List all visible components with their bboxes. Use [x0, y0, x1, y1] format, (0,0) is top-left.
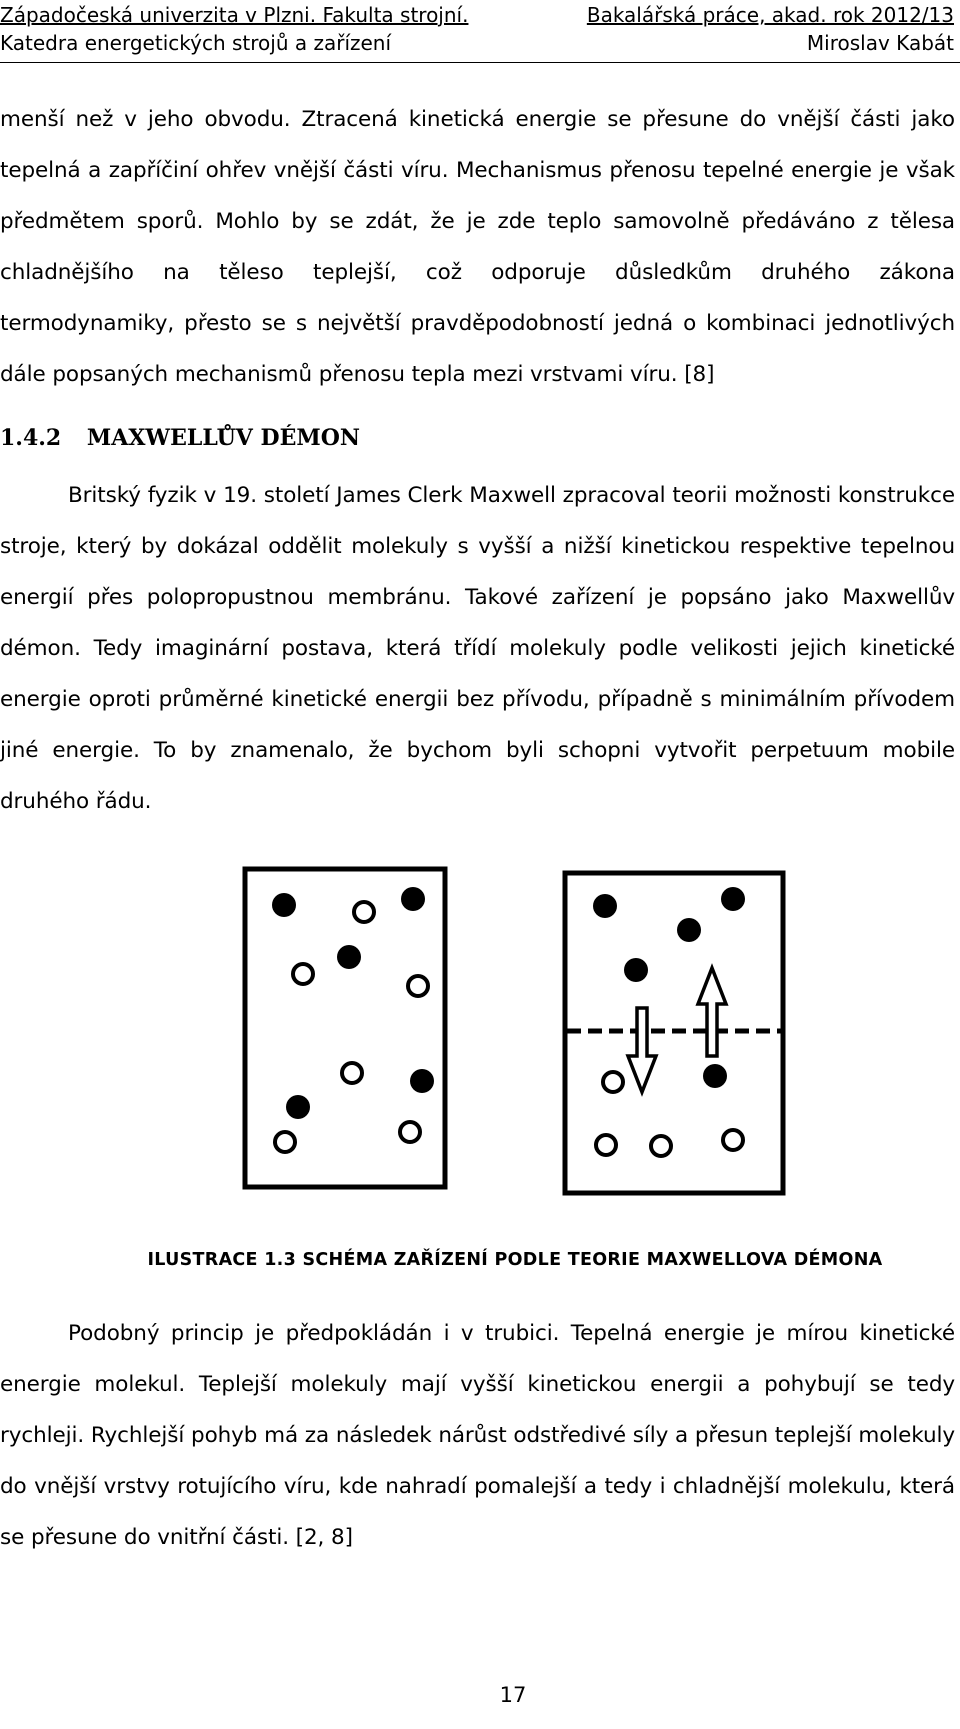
hot-molecule [624, 958, 648, 982]
hot-molecule [410, 1069, 434, 1093]
cold-molecule [400, 1122, 420, 1142]
hot-molecule [721, 887, 745, 911]
header-department: Katedra energetických strojů a zařízení [0, 31, 392, 55]
cold-molecule [651, 1136, 671, 1156]
header-university: Západočeská univerzita v Plzni. Fakulta strojní. [0, 3, 469, 27]
cold-molecule [342, 1063, 362, 1083]
figure-illustration [0, 860, 960, 1200]
hot-molecule [677, 918, 701, 942]
arrow-up-icon [698, 968, 726, 1056]
paragraph-tube: Podobný princip je předpokládán i v trubici. Tepelná energie je mírou kinetické energie molekul. Teplejší molekuly mají vyšší kinetickou energii a pohybují se tedy rychleji. Rychlejší pohyb má za následek nárůst odstředivé síly a přesun teplejší molekuly do vnější vrstvy rotujícího víru, kde nahradí pomalejší a tedy i chladnější molekulu, která se přesune do vnitřní části. [2, 8] [0, 1321, 955, 1550]
cold-molecule [596, 1135, 616, 1155]
page-header [0, 0, 960, 63]
header-author: Miroslav Kabát [806, 31, 954, 55]
hot-molecule [337, 945, 361, 969]
figure-caption: ILUSTRACE 1.3 SCHÉMA ZAŘÍZENÍ PODLE TEORIE MAXWELLOVA DÉMONA [147, 1250, 883, 1270]
cold-molecule [723, 1130, 743, 1150]
arrow-down-icon [628, 1008, 656, 1092]
section-title: MAXWELLŮV DÉMON [86, 425, 361, 451]
hot-molecule [286, 1095, 310, 1119]
paragraph-intro: menší než v jeho obvodu. Ztracená kinetická energie se přesune do vnější části jako tepelná a zapříčiní ohřev vnější části víru. Mechanismus přenosu tepelné energie je však předmětem sporů. Mohlo by se zdát, že je zde teplo samovolně předáváno z tělesa chladnějšího na těleso teplejší, což odporuje důsledkům druhého zákona termodynamiky, přesto se s největší pravděpodobností jedná o kombinaci jednotlivých dále popsaných mechanismů přenosu tepla mezi vrstvami víru. [8] [0, 107, 955, 387]
cold-molecule [275, 1132, 295, 1152]
cold-molecule [293, 964, 313, 984]
cold-molecule [354, 902, 374, 922]
hot-molecule [593, 894, 617, 918]
hot-molecule [703, 1064, 727, 1088]
hot-molecule [401, 887, 425, 911]
cold-molecule [408, 976, 428, 996]
cold-molecule [603, 1072, 623, 1092]
paragraph-maxwell: Britský fyzik v 19. století James Clerk Maxwell zpracoval teorii možnosti konstrukce stroje, který by dokázal oddělit molekuly s vyšší a nižší kinetickou respektive tepelnou energií přes polopropustnou membránu. Takové zařízení je popsáno jako Maxwellův démon. Tedy imaginární postava, která třídí molekuly podle velikosti jejich kinetické energie oproti průměrné kinetické energii bez přívodu, případně s minimálním přívodem jiné energie. To by znamenalo, že bychom byli schopni vytvořit perpetuum mobile druhého řádu. [0, 483, 955, 814]
hot-molecule [272, 893, 296, 917]
section-heading [0, 418, 360, 458]
page-number: 17 [499, 1683, 527, 1707]
header-thesis: Bakalářská práce, akad. rok 2012/13 [586, 3, 954, 27]
section-number: 1.4.2 [0, 425, 62, 451]
maxwell-demon-figure [0, 860, 960, 1200]
